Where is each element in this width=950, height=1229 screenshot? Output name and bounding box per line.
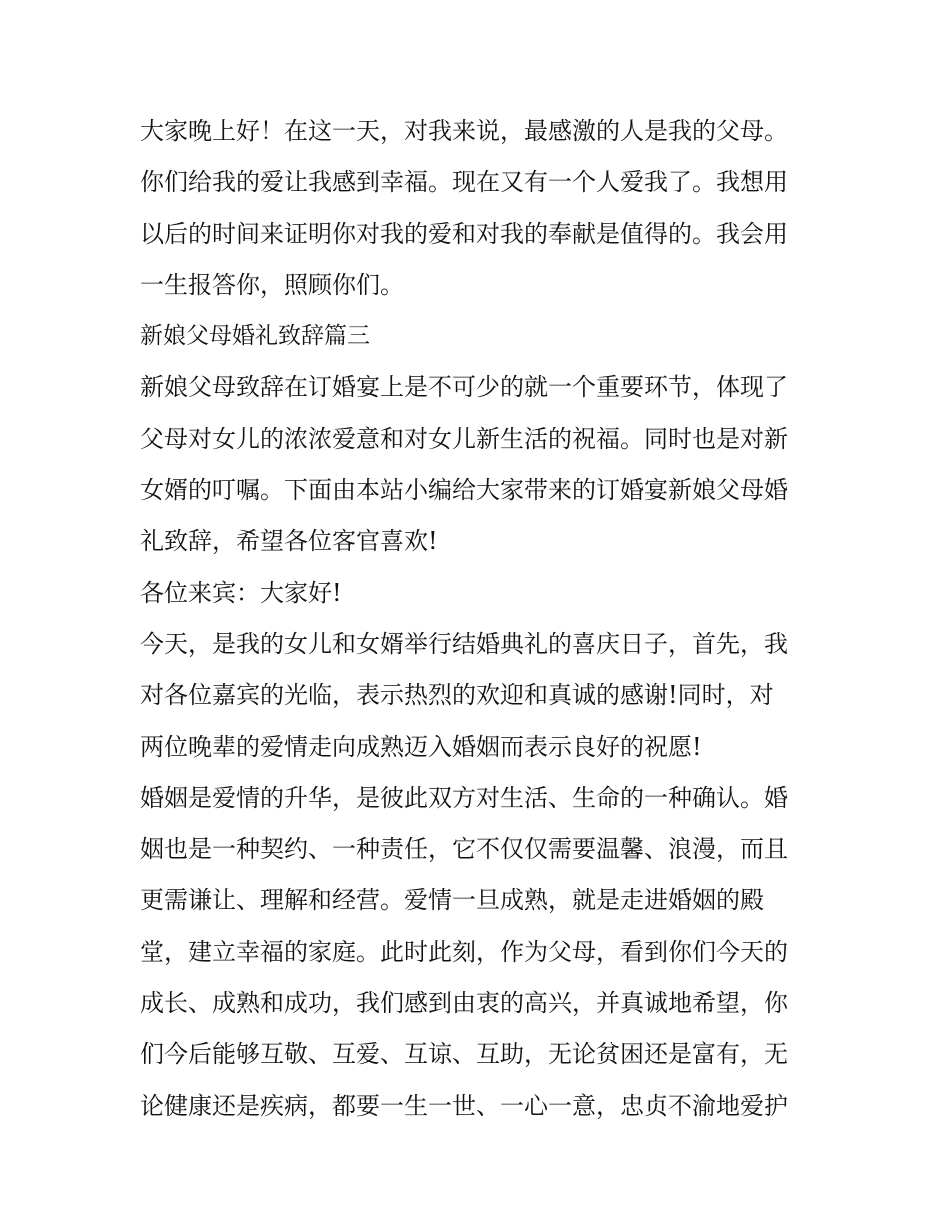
text-line: 姻也是一种契约、一种责任，它不仅仅需要温馨、浪漫，而且	[140, 835, 788, 864]
text-line: 堂，建立幸福的家庭。此时此刻，作为父母，看到你们今天的	[140, 937, 788, 966]
text-line: 们今后能够互敬、互爱、互谅、互助，无论贫困还是富有，无	[140, 1040, 788, 1069]
text-line: 一生报答你，照顾你们。	[140, 270, 404, 299]
text-line: 女婿的叮嘱。下面由本站小编给大家带来的订婚宴新娘父母婚	[140, 476, 788, 505]
text-line: 新娘父母致辞在订婚宴上是不可少的就一个重要环节，体现了	[140, 373, 788, 402]
section-heading: 新娘父母婚礼致辞篇三	[140, 323, 370, 350]
text-line: 成长、成熟和成功，我们感到由衷的高兴，并真诚地希望，你	[140, 989, 788, 1018]
greeting-line: 各位来宾：大家好!	[140, 578, 342, 607]
text-line: 婚姻是爱情的升华，是彼此双方对生活、生命的一种确认。婚	[140, 783, 788, 812]
text-line: 更需谦让、理解和经营。爱情一旦成熟，就是走进婚姻的殿	[140, 886, 764, 915]
text-line: 以后的时间来证明你对我的爱和对我的奉献是值得的。我会用	[140, 219, 788, 248]
text-line: 大家晚上好！在这一天，对我来说，最感激的人是我的父母。	[140, 117, 788, 145]
text-line: 礼致辞，希望各位客官喜欢!	[140, 527, 438, 556]
text-line: 对各位嘉宾的光临，表示热烈的欢迎和真诚的感谢!同时，对	[140, 681, 774, 710]
document-body	[140, 106, 820, 1132]
text-line: 论健康还是疾病，都要一生一世、一心一意，忠贞不渝地爱护	[140, 1091, 788, 1120]
text-line: 你们给我的爱让我感到幸福。现在又有一个人爱我了。我想用	[140, 168, 788, 197]
text-line: 今天，是我的女儿和女婿举行结婚典礼的喜庆日子，首先，我	[140, 629, 788, 658]
text-line: 父母对女儿的浓浓爱意和对女儿新生活的祝福。同时也是对新	[140, 424, 788, 453]
text-line: 两位晚辈的爱情走向成熟迈入婚姻而表示良好的祝愿!	[140, 732, 702, 761]
